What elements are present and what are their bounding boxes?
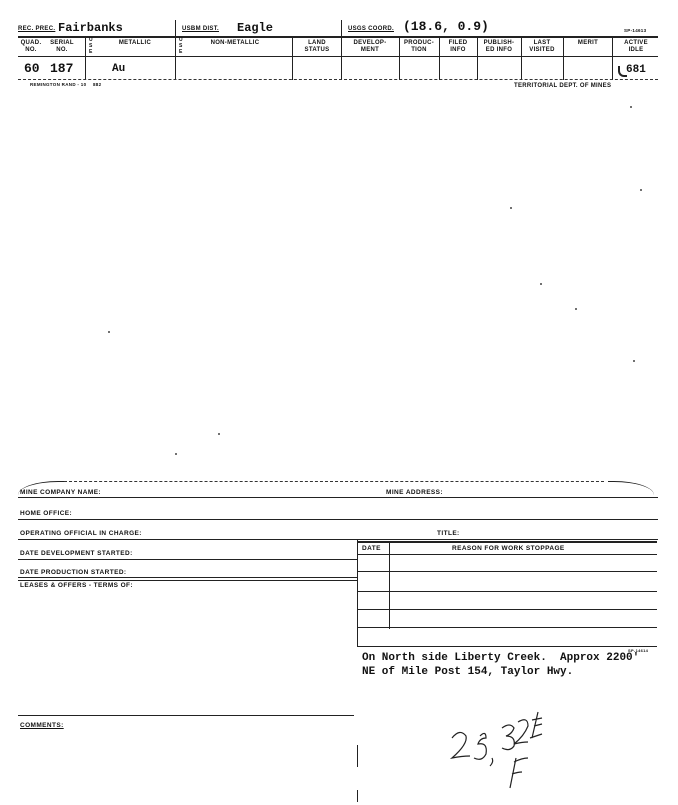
- reason-col-label: REASON FOR WORK STOPPAGE: [452, 545, 565, 552]
- right-corner-curve: [608, 481, 654, 498]
- col-sep-6: [439, 36, 440, 80]
- usgs-value: (18.6, 0.9): [403, 19, 489, 34]
- speck: [510, 207, 512, 209]
- col-sep-2: [175, 20, 176, 80]
- address-label: MINE ADDRESS:: [386, 489, 443, 496]
- comments-right-edge-2: [357, 790, 358, 802]
- dev-started-label: DATE DEVELOPMENT STARTED:: [20, 550, 133, 557]
- header-rule: [18, 36, 658, 38]
- stoppage-left-edge: [357, 539, 358, 647]
- form-code: SP-14613: [624, 28, 647, 33]
- usgs-label: USGS COORD.: [348, 26, 394, 32]
- stoppage-date-sep: [389, 541, 390, 629]
- company-rule: [18, 497, 658, 498]
- handwritten-annotation: [440, 700, 570, 795]
- location-note-line1: On North side Liberty Creek. Approx 2200': [362, 652, 640, 664]
- col-production: PRODUC- TION: [403, 40, 435, 53]
- col-visited: LAST VISITED: [529, 40, 555, 53]
- header-row: [18, 19, 658, 36]
- speck: [575, 308, 577, 310]
- col-sep-5: [399, 36, 400, 80]
- rec-prec-label: REC. PREC.: [18, 26, 56, 32]
- col-merit: MERIT: [577, 40, 599, 46]
- speck: [630, 106, 632, 108]
- record-serial: 187: [50, 61, 74, 76]
- record-metallic: Au: [112, 63, 126, 75]
- col-nonmetallic: NON-METALLIC: [210, 40, 260, 46]
- leases-label: LEASES & OFFERS - TERMS OF:: [20, 582, 133, 589]
- col-land: LAND STATUS: [304, 40, 330, 53]
- company-label: MINE COMPANY NAME:: [20, 489, 101, 496]
- stoppage-row-1: [357, 571, 657, 572]
- location-note-line2: NE of Mile Post 154, Taylor Hwy.: [362, 666, 574, 678]
- columns-rule: [18, 56, 658, 57]
- speck: [175, 453, 177, 455]
- col-use-metallic: U S E: [89, 37, 93, 55]
- col-active: ACTIVE IDLE: [624, 40, 648, 53]
- col-develop: DEVELOP- MENT: [353, 40, 387, 53]
- col-quad: QUAD. NO.: [20, 40, 42, 53]
- official-rule: [18, 539, 658, 540]
- prod-started-label: DATE PRODUCTION STARTED:: [20, 569, 127, 576]
- col-sep-9: [563, 36, 564, 80]
- stoppage-row-3: [357, 609, 657, 610]
- col-filed: FILED INFO: [448, 40, 468, 53]
- stoppage-row-5: [357, 646, 657, 647]
- form-code-2: SP-14614: [628, 648, 649, 653]
- stoppage-row-2: [357, 591, 657, 592]
- printer-label: REMINGTON RAND - 10: [30, 82, 87, 87]
- col-sep-3: [292, 36, 293, 80]
- col-published: PUBLISH- ED INFO: [483, 40, 515, 53]
- speck: [640, 189, 642, 191]
- prod-started-rule: [18, 577, 357, 578]
- col-sep-10: [612, 36, 613, 80]
- col-sep-1: [85, 36, 86, 80]
- home-office-rule: [18, 519, 658, 520]
- rec-prec-value: Fairbanks: [58, 21, 123, 35]
- leases-rule: [18, 580, 357, 581]
- comments-right-edge: [357, 745, 358, 767]
- active-tick-mark: [618, 66, 627, 77]
- home-office-label: HOME OFFICE:: [20, 510, 73, 517]
- col-sep-4: [341, 20, 342, 80]
- dev-started-rule: [18, 559, 357, 560]
- title-label: TITLE:: [437, 530, 460, 537]
- col-sep-7: [477, 36, 478, 80]
- speck: [540, 283, 542, 285]
- record-quad: 60: [24, 61, 40, 76]
- col-sep-8: [521, 36, 522, 80]
- record-active: 681: [626, 64, 646, 76]
- speck: [633, 360, 635, 362]
- date-col-label: DATE: [362, 545, 381, 552]
- col-metallic: METALLIC: [118, 40, 152, 46]
- speck: [218, 433, 220, 435]
- printer-code: 882: [93, 82, 102, 87]
- stoppage-row-4: [357, 627, 657, 628]
- col-use-nonmetallic: U S E: [179, 37, 183, 55]
- col-serial: SERIAL NO.: [50, 40, 74, 53]
- comments-label: COMMENTS:: [20, 722, 64, 729]
- department-label: TERRITORIAL DEPT. OF MINES: [514, 83, 612, 89]
- comments-top-rule: [18, 715, 354, 716]
- official-label: OPERATING OFFICIAL IN CHARGE:: [20, 530, 142, 537]
- usbm-label: USBM DIST.: [182, 26, 220, 32]
- usbm-value: Eagle: [237, 21, 274, 35]
- stoppage-header-rule: [357, 554, 657, 555]
- stoppage-top-rule: [357, 541, 657, 543]
- lower-dashed-rule: [64, 481, 604, 482]
- record-dashed-rule: [18, 79, 658, 80]
- speck: [108, 331, 110, 333]
